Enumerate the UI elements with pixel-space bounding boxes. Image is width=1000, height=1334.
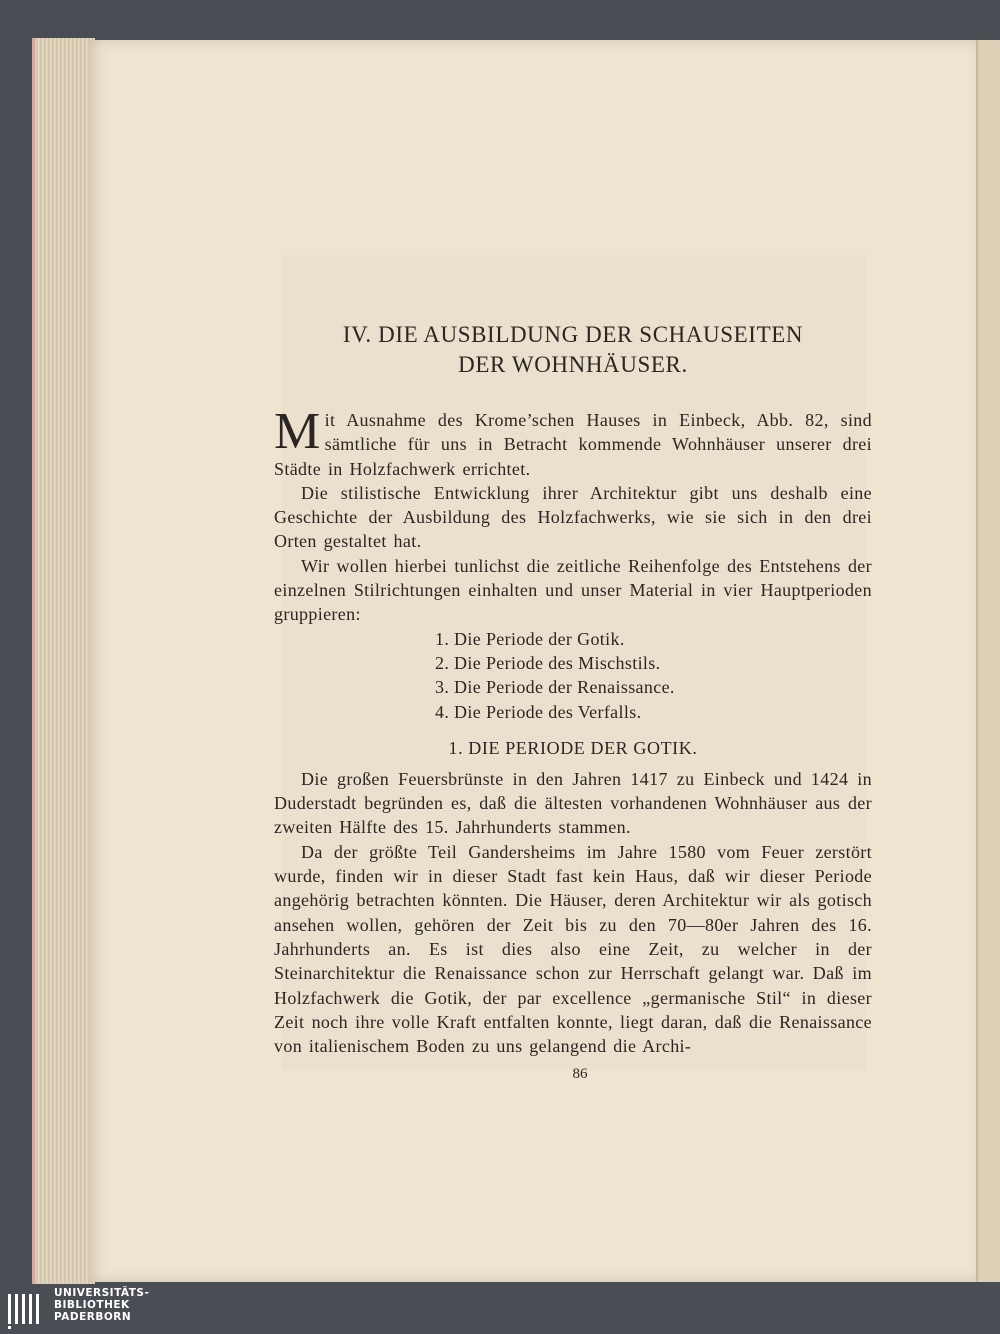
chapter-title-line2: DER WOHNHÄUSER. bbox=[458, 352, 688, 377]
library-name-line3: PADERBORN bbox=[54, 1311, 132, 1323]
paragraph-1-text: it Ausnahme des Krome’schen Hauses in Einbeck, Abb. 82, sind sämtliche für uns in Betracht kommende Wohnhäuser unserer drei Städte in Holzfachwerk errichtet. bbox=[274, 410, 872, 479]
list-item: 4. Die Periode des Verfalls. bbox=[435, 701, 642, 722]
paragraph-5: Da der größte Teil Gandersheims im Jahre 1580 vom Feuer zerstört wurde, finden wir in dieser Stadt fast kein Haus, daß wir dieser Periode angehörig betrachten könnten. Die Häuser, deren Architektur wir als gotisch ansehen wollen, gehören der Zeit bis zu den 70—80er Jahren des 16. Jahrhunderts an. Es ist dies also eine Zeit, zu welcher in der Steinarchitektur die Renaissance schon zur Herrschaft gelangt war. Daß im Holzfachwerk die Gotik, der par excellence „germanische Stil“ in dieser Zeit noch ihre volle Kraft entfalten konnte, liegt daran, daß die Renaissance von italienischem Boden zu uns gelangend die Archi- bbox=[274, 841, 872, 1057]
library-name-line1: UNIVERSITÄTS- bbox=[54, 1287, 150, 1299]
period-list bbox=[274, 627, 872, 724]
chapter-title-line1: IV. DIE AUSBILDUNG DER SCHAUSEITEN bbox=[342, 322, 804, 347]
footer-bar bbox=[0, 1284, 1000, 1334]
page-number: 86 bbox=[572, 1066, 588, 1082]
library-name-line2: BIBLIOTHEK bbox=[54, 1299, 130, 1311]
library-logo-icon bbox=[6, 1288, 46, 1330]
chapter-title bbox=[274, 320, 872, 380]
page-content bbox=[274, 320, 872, 1058]
library-name bbox=[54, 1287, 149, 1323]
drop-cap: M bbox=[274, 403, 321, 460]
section-heading: 1. DIE PERIODE DER GOTIK. bbox=[448, 737, 698, 758]
paragraph-2: Die stilistische Entwicklung ihrer Architektur gibt uns deshalb eine Geschichte der Ausbildung des Holzfachwerks, wie sie sich in den drei Orten gestaltet hat. bbox=[274, 482, 872, 552]
paragraph-4: Die großen Feuersbrünste in den Jahren 1417 zu Einbeck und 1424 in Duderstadt begründen es, daß die ältesten vorhandenen Wohnhäuser aus der zweiten Hälfte des 15. Jahrhunderts stammen. bbox=[274, 768, 872, 838]
paragraph-1 bbox=[274, 403, 872, 481]
paragraph-3: Wir wollen hierbei tunlichst die zeitliche Reihenfolge des Entstehens der einzelnen Stilrichtungen einhalten und unser Material in vier Hauptperioden gruppieren: bbox=[274, 555, 872, 625]
list-item: 3. Die Periode der Renaissance. bbox=[435, 677, 675, 698]
list-item: 1. Die Periode der Gotik. bbox=[435, 628, 625, 649]
page-edges bbox=[32, 38, 95, 1284]
facing-page-edge bbox=[976, 40, 1000, 1282]
list-item: 2. Die Periode des Mischstils. bbox=[435, 652, 661, 673]
